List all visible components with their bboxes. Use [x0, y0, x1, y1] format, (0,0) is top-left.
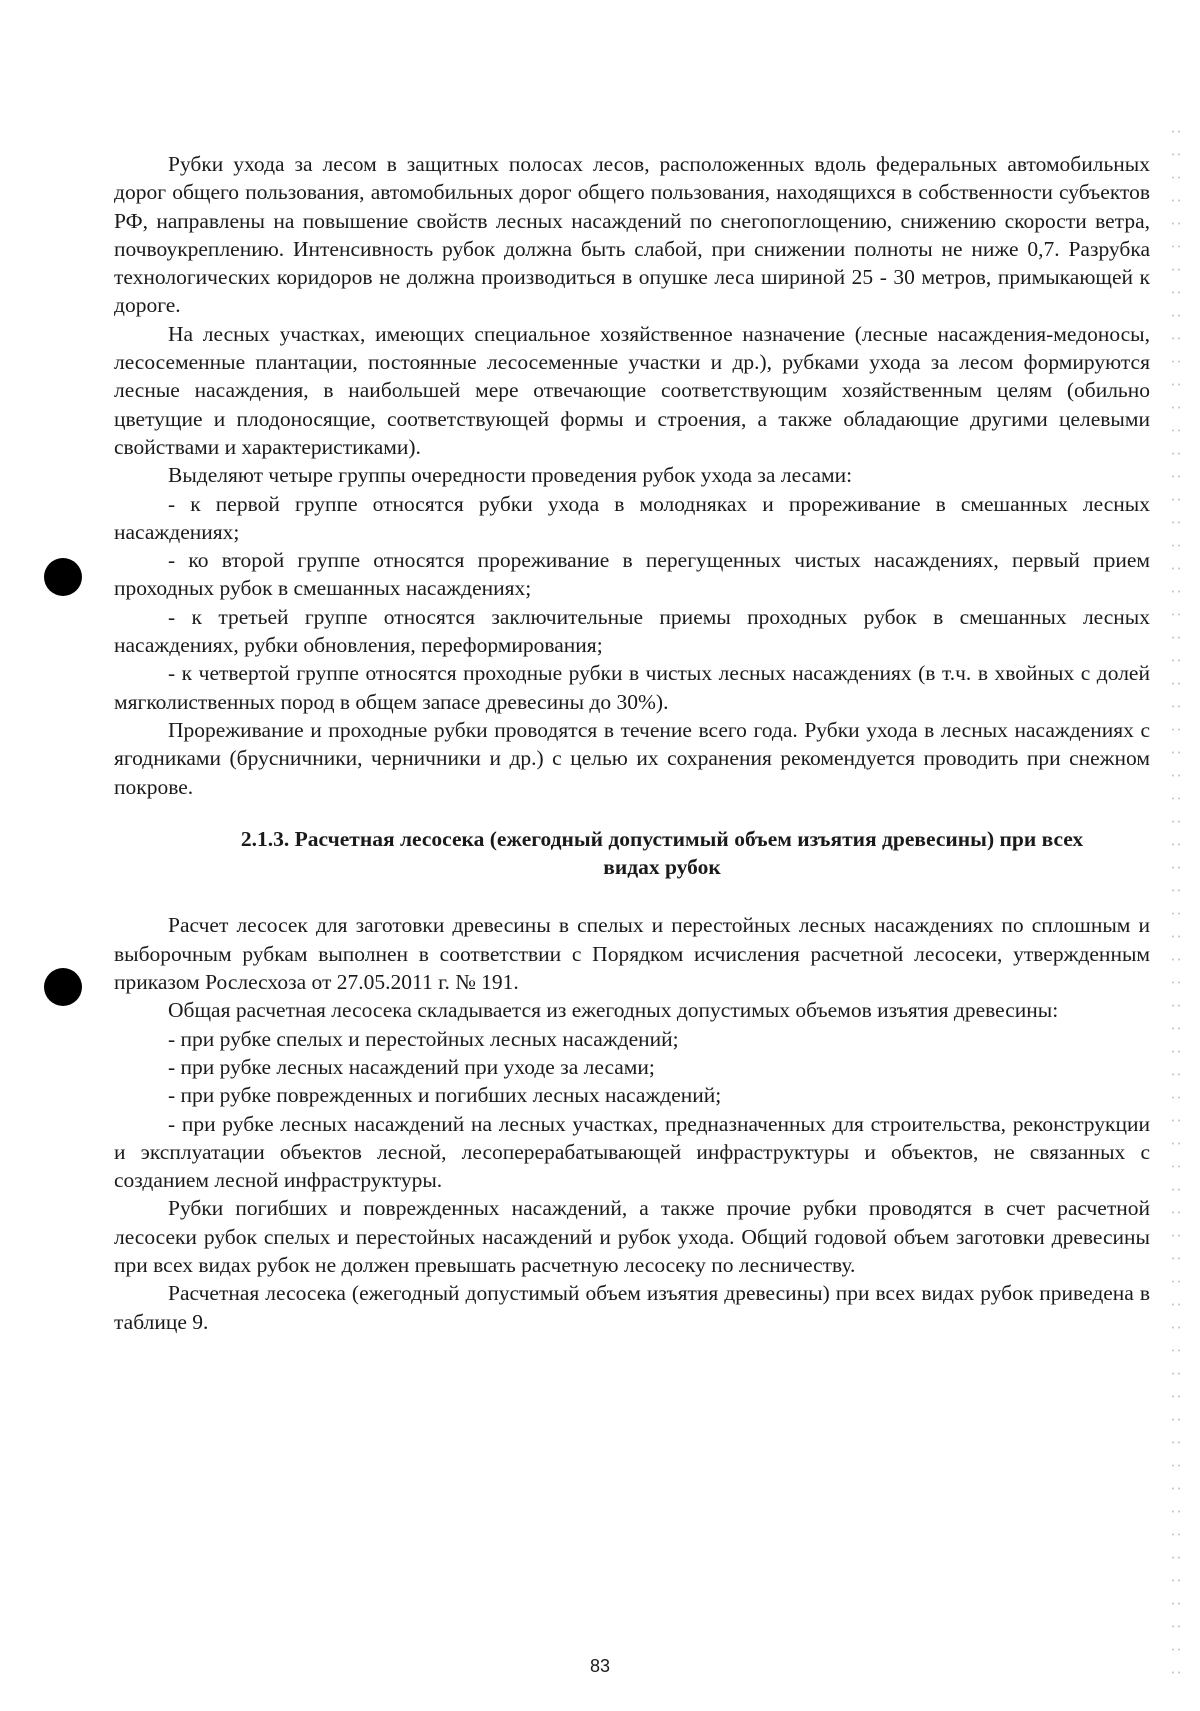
paragraph-thinning-season: Прореживание и проходные рубки проводятся в течение всего года. Рубки ухода в лесных насаждениях с ягодниками (брусничники, черничники и др.) с целью их сохранения рекомендуется проводить при снежном покрове.	[114, 717, 1150, 799]
group-item-fourth: - к четвертой группе относятся проходные рубки в чистых лесных насаждениях (в т.ч. в хвойных с долей мягколиственных пород в общем запасе древесины до 30%).	[114, 661, 1150, 714]
paragraph-table-reference: Расчетная лесосека (ежегодный допустимый объем изъятия древесины) при всех видах рубок приведена в таблице 9.	[114, 1281, 1150, 1334]
paragraph-calculation-basis: Расчет лесосек для заготовки древесины в спелых и перестойных лесных насаждениях по сплошным и выборочным рубкам выполнен в соответствии с Порядком исчисления расчетной лесосеки, утвержденным приказом Рослесхоза от 27.05.2011 г. № 191.	[114, 913, 1150, 995]
component-item-mature: - при рубке спелых и перестойных лесных насаждений;	[168, 1026, 679, 1051]
component-item-damaged: - при рубке поврежденных и погибших лесных насаждений;	[168, 1083, 722, 1108]
paragraph-damaged-stands: Рубки погибших и поврежденных насаждений, а также прочие рубки проводятся в счет расчетной лесосеки рубок спелых и перестойных насаждений и рубок ухода. Общий годовой объем заготовки древесины при всех видах рубок не должен превышать расчетную лесосеку по лесничеству.	[114, 1196, 1150, 1277]
paragraph-total-cutting-area: Общая расчетная лесосека складывается из ежегодных допустимых объемов изъятия древесины:	[168, 998, 1059, 1023]
section-spacer	[114, 881, 1150, 911]
scan-edge-noise	[1170, 120, 1182, 1680]
paragraph-special-purpose: На лесных участках, имеющих специальное хозяйственное назначение (лесные насаждения-медоносы, лесосеменные плантации, постоянные лесосеменные участки и др.), рубками ухода за лесом формируются лесные насаждения, в наибольшей мере отвечающие соответствующим хозяйственным целям (обильно цветущие и плодоносящие, соответствующей формы и строения, а также обладающие другими целевыми свойствами и характеристиками).	[114, 321, 1150, 459]
group-item-second: - ко второй группе относятся прореживание в перегущенных чистых насаждениях, первый прием проходных рубок в смешанных насаждениях;	[114, 548, 1150, 601]
document-body	[114, 150, 1150, 1336]
punch-hole-top	[44, 558, 82, 596]
section-heading	[114, 825, 1150, 882]
component-item-care: - при рубке лесных насаждений при уходе за лесами;	[168, 1054, 655, 1079]
group-item-first: - к первой группе относятся рубки ухода в молодняках и прореживание в смешанных лесных насаждениях;	[114, 491, 1150, 544]
paragraph-protective-strips: Рубки ухода за лесом в защитных полосах лесов, расположенных вдоль федеральных автомобильных дорог общего пользования, автомобильных дорог общего пользования, находящихся в собственности субъектов РФ, направлены на повышение свойств лесных насаждений по снегопоглощению, снижению скорости ветра, почвоукреплению. Интенсивность рубок должна быть слабой, при снижении полноты не ниже 0,7. Разрубка технологических коридоров не должна производиться в опушке леса шириной 25 - 30 метров, примыкающей к дороге.	[114, 152, 1150, 318]
group-item-third: - к третьей группе относятся заключительные приемы проходных рубок в смешанных лесных насаждениях, рубки обновления, переформирования;	[114, 604, 1150, 658]
component-item-infrastructure: - при рубке лесных насаждений на лесных участках, предназначенных для строительства, реконструкции и эксплуатации объектов лесной, лесоперерабатывающей инфраструктуры и объектов, не связанных с созданием лесной инфраструктуры.	[114, 1111, 1150, 1193]
section-heading-line1: 2.1.3. Расчетная лесосека (ежегодный допустимый объем изъятия древесины) при всех	[240, 826, 1084, 851]
page-number: 83	[589, 1656, 611, 1676]
punch-hole-bottom	[44, 968, 82, 1006]
paragraph-groups-intro: Выделяют четыре группы очередности проведения рубок ухода за лесами:	[168, 463, 853, 488]
section-heading-line2: видах рубок	[603, 855, 721, 880]
